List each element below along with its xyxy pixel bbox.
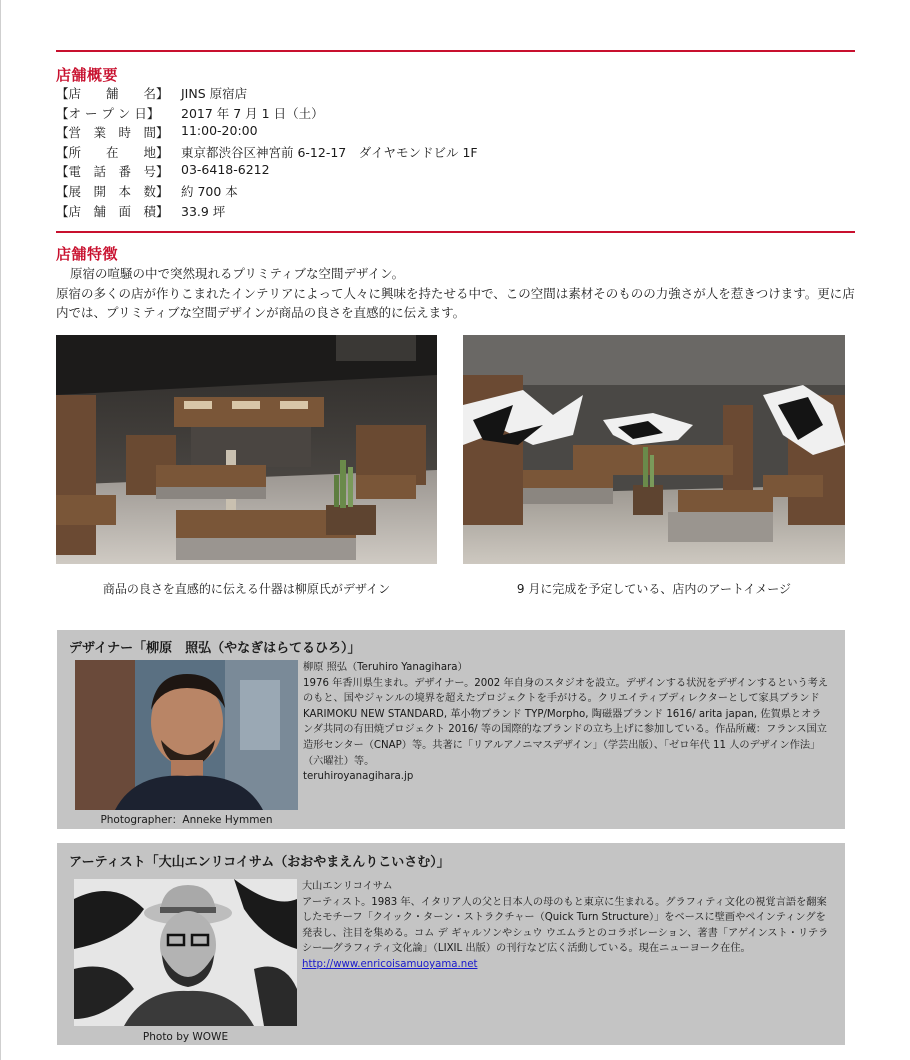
overview-label: 【営 業 時 間】 [56,125,169,141]
designer-photo-credit: Photographer：Anneke Hymmen [100,814,273,826]
overview-row-items [56,182,478,202]
right-photo-caption: 9 月に完成を予定している、店内のアートイメージ [516,582,792,596]
artist-panel [57,843,845,1045]
artist-portrait [74,879,297,1026]
overview-value: 2017 年 7 月 1 日（土） [181,105,324,121]
overview-value: 東京都渋谷区神宮前 6-12-17 ダイヤモンドビル 1F [181,144,478,160]
overview-row-area [56,202,478,222]
artist-photo-credit: Photo by WOWE [142,1031,229,1043]
overview-value: 03-6418-6212 [181,162,270,178]
overview-label: 【電 話 番 号】 [56,164,169,180]
designer-panel [57,630,845,829]
features-line-2: 原宿の多くの店が作りこまれたインテリアによって人々に興味を持たせる中で、この空間は素材そのものの力強さが人を惹きつけます。更に店内では、プリミティブな空間デザインが商品の良さを直感的に伝えます。 [56,285,855,320]
overview-value: 約 700 本 [181,183,238,199]
overview-value: JINS 原宿店 [181,86,248,101]
artist-bio: アーティスト。1983 年、イタリア人の父と日本人の母のもと東京に生まれる。グラフィティ文化の視覚言語を翻案したモチーフ「クイック・ターン・ストラクチャー（Quick Turn Structure）」をベースに壁画やペインティングを発表し、注目を集める。コム デ ギャルソンやシュウ ウエムラとのコラボレーション、著書「アゲインスト・リテラシー―グラフィティ文化論」（LIXIL 出版）の刊行など広く活動している。現在ニューヨーク在住。 [302,896,829,955]
features-line-1: 原宿の喧騒の中で突然現れるプリミティブな空間デザイン。 [70,266,405,281]
designer-bio: 1976 年香川県生まれ。デザイナー。2002 年自身のスタジオを設立。デザインする状況をデザインするという考えのもと、国やジャンルの境界を超えたプロジェクトを手がける。クリエイティブディレクターとして家具ブランド KARIMOKU NEW STANDARD, 革小物ブランド TYP/Morpho, 陶磁器ブランド 1616/ arita japan, 佐賀県とオランダ共同の有田焼プロジェクト 2016/ 等の国際的なブランドの立ち上げに参加している。作品所蔵：フランス国立造形センター（CNAP）等。共著に「リアルアノニマスデザイン」（学芸出版）、「ゼロ年代 11 人のデザイン作法」（六曜社）等。 [303,677,829,767]
overview-row-name [56,84,478,104]
store-interior-photo [56,335,437,564]
artist-name: 大山エンリコイサム [302,881,393,892]
designer-portrait [75,660,298,810]
features-description [56,264,861,323]
overview-list [56,84,478,221]
artist-heading: アーティスト「大山エンリコイサム（おおやまえんりこいさむ）」 [69,855,450,870]
designer-bio-block [303,660,831,785]
designer-website: teruhiroyanagihara.jp [303,771,414,783]
overview-label: 【所 在 地】 [56,144,169,160]
artist-bio-block [302,879,832,973]
artist-website-link[interactable]: http://www.enricoisamuoyama.net [302,958,478,970]
features-title: 店舗特徴 [56,245,119,263]
overview-top-rule [56,50,855,52]
designer-name: 柳原 照弘（Teruhiro Yanagihara） [303,662,468,673]
overview-row-open-date [56,104,478,124]
features-top-rule [56,231,855,233]
overview-row-phone [56,162,478,182]
designer-heading: デザイナー「柳原 照弘（やなぎはらてるひろ）」 [69,641,361,656]
overview-value: 33.9 坪 [181,203,226,219]
overview-label: 【店 舗 名】 [56,86,169,101]
overview-row-address [56,143,478,163]
left-photo-caption: 商品の良さを直感的に伝える什器は柳原氏がデザイン [102,582,391,596]
overview-row-hours [56,123,478,143]
page-left-border [0,0,1,1060]
overview-title: 店舗概要 [56,66,119,84]
overview-value: 11:00-20:00 [181,123,258,139]
overview-label: 【オ ー プ ン 日】 [56,105,160,121]
overview-label: 【店 舗 面 積】 [56,203,169,219]
overview-label: 【展 開 本 数】 [56,183,169,199]
store-art-image [463,335,845,564]
